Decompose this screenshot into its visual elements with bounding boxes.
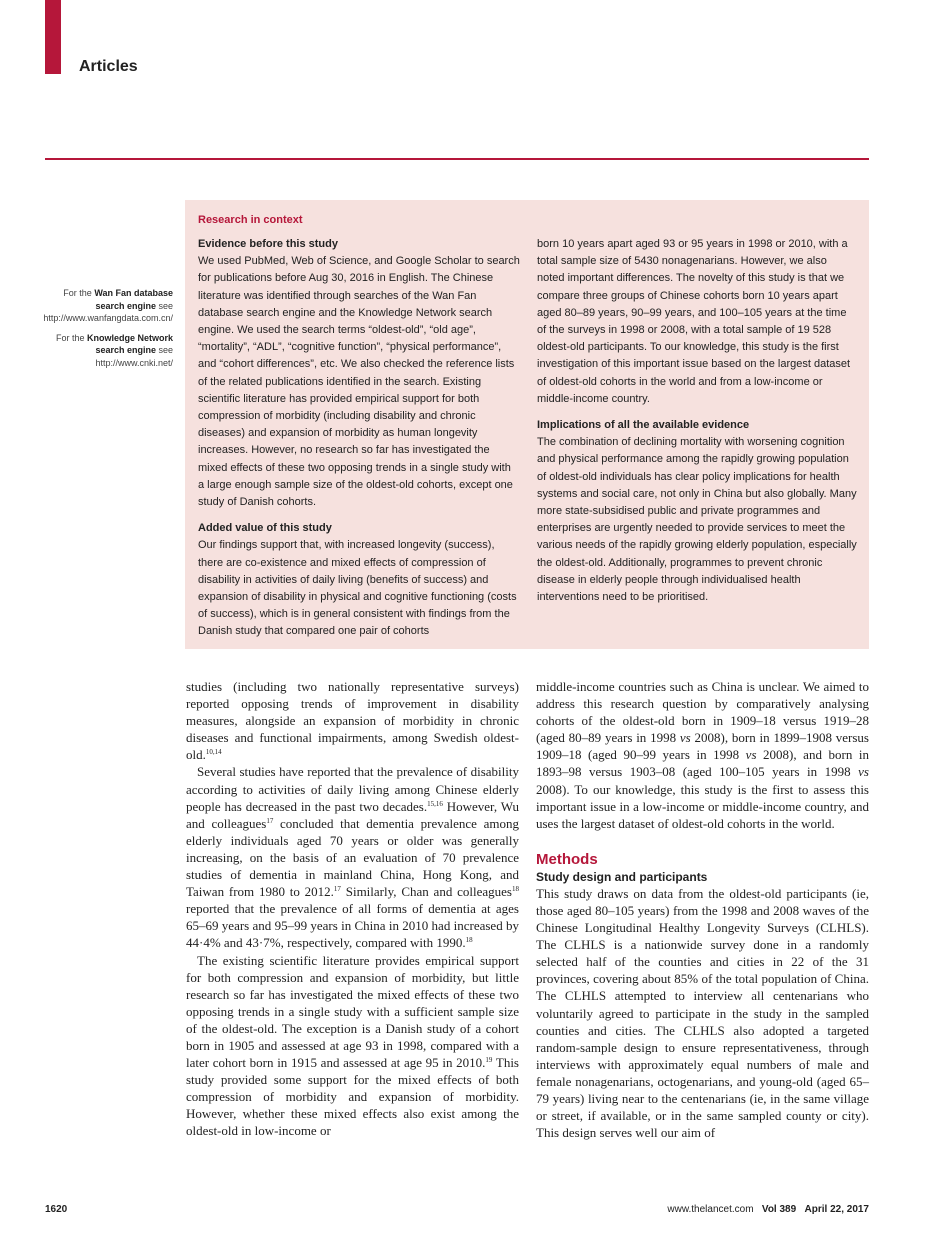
vs-italic: vs xyxy=(858,764,869,780)
panel-title: Research in context xyxy=(198,214,303,226)
text-run: The existing scientific literature provides empirical support for both compression and expansion of morbidity, but little research so far has investigated the mixed effects of these two opposing trends in a single study with a sufficient sample size of the oldest-old. The exception is a Danish study of a cohort born in 1905 and assessed at age 93 in 1998, compared with a later cohort born in 1915 and assessed at age 95 in 2010. xyxy=(186,952,519,1071)
body-paragraph: This study draws on data from the oldest-old participants (ie, those aged 80–105 years) from the 1998 and 2008 waves of the Chinese Longitudinal Healthy Longevity Surveys (CLHLS). The CLHLS is a nationwide survey done in a randomly selected half of the counties and cities in 22 of the 31 provinces, covering about 85% of the total population of China. The CLHLS attempted to interview all centenarians who voluntarily agreed to participate in the study in the sampled counties and cities. The CLHLS also adopted a targeted random-sample design to ensure representativeness, through interviews with approximately equal numbers of male and female nonagenarians, octogenarians, and young-old (aged 65–79 years) living near to the centenarians (ie, in the same village or street, if available, or in the same sampled county or city). This design serves well our aim of xyxy=(536,885,869,1141)
implications-text: The combination of declining mortality with worsening cognition and physical performance among the rapidly growing population of oldest-old individuals has clear policy implications for health systems and social care, not only in China but also globally. Many more state-subsidised public and private programmes and enterprises are urgently needed to provide services to meet the various needs of the rapidly growing elderly population, especially the oldest-old. Additionally, programmes to prevent chronic disease in elderly people through individualised health interventions need to be prioritised. xyxy=(537,436,857,604)
added-value-heading: Added value of this study xyxy=(198,522,332,535)
body-paragraph xyxy=(536,678,869,832)
sidenote-bold: Wan Fan database search engine xyxy=(94,288,173,311)
vs-italic: vs xyxy=(745,747,757,763)
evidence-heading: Evidence before this study xyxy=(198,238,338,250)
added-value-text: Our findings support that, with increased longevity (success), there are co-existence and mixed effects of compression of disability in activities of daily living (benefits of success) and expansion of disability in physical and cognitive functioning (costs of success), which is in general consistent with findings from the Danish study that compared one pair of cohorts xyxy=(198,539,517,638)
text-run: Similarly, Chan and colleagues xyxy=(340,884,512,900)
page-number: 1620 xyxy=(45,1204,68,1215)
methods-heading: Methods xyxy=(536,850,598,868)
text-run: 2008), and born in 1893–98 versus 1903–08 (aged 100–105 years in 1998 xyxy=(536,747,869,780)
citation[interactable]: 10,14 xyxy=(205,748,222,757)
panel-left-column xyxy=(198,236,520,650)
body-paragraph xyxy=(186,763,519,951)
implications-heading: Implications of all the available evidence xyxy=(537,419,750,432)
text-run: concluded that dementia prevalence among elderly individuals aged 70 years or older was generally increasing, on the basis of an evaluation of 70 prevalence studies of dementia in mainland China, Hong Kong, and Taiwan from 1980 to 2012. xyxy=(186,815,519,900)
citation[interactable]: 18 xyxy=(512,885,519,894)
citation[interactable]: 15,16 xyxy=(427,799,443,808)
sidenote-wanfan xyxy=(40,287,173,325)
citation[interactable]: 17 xyxy=(333,885,341,894)
volume: Vol 389 xyxy=(761,1204,797,1215)
citation[interactable]: 18 xyxy=(465,936,473,945)
section-label: Articles xyxy=(79,58,138,75)
sidenote-bold: Knowledge Network search engine xyxy=(86,332,173,355)
text-run: 2008). To our knowledge, this study is the first to assess this important issue in a low-income or middle-income country, and uses the largest dataset of oldest-old cohorts in the world. xyxy=(536,781,869,831)
text-run: This study provided some support for the mixed effects of both compression of morbidity and expansion of morbidity. However, whether these mixed effects also exist among the oldest-old in low-income or xyxy=(186,1055,519,1139)
citation[interactable]: 19 xyxy=(485,1056,493,1065)
text-run: middle-income countries such as China is unclear. We aimed to address this research question by comparatively analysing cohorts of the oldest-old born in 1909–18 versus 1919–28 (aged 80–89 years in 1998 xyxy=(536,679,869,746)
footer-citation xyxy=(667,1204,869,1215)
text-run: studies (including two nationally representative surveys) reported opposing trends of improvement in disability measures, alongside an expansion of morbidity in chronic diseases and functional impairments, among Swedish oldest-old. xyxy=(186,679,519,763)
body-left-column xyxy=(186,678,519,1140)
research-in-context-panel xyxy=(185,200,869,649)
text-run: Several studies have reported that the prevalence of disability according to activities of daily living among Chinese elderly people has decreased in the past two decades. xyxy=(186,764,519,814)
sidenote-prefix: For the xyxy=(55,332,87,343)
vs-italic: vs xyxy=(679,730,691,746)
body-paragraph xyxy=(186,952,519,1140)
issue-date: April 22, 2017 xyxy=(804,1204,869,1215)
evidence-text: We used PubMed, Web of Science, and Google Scholar to search for publications before Aug 30, 2016 in English. The Chinese literature was identified through searches of the Wan Fan database search engine and the Knowledge Network search engine. We used the search terms “oldest-old”, “old age”, “mortality”, “ADL”, “cognitive function”, “physical performance”, and “cohort differences”, etc. We also checked the reference lists of the related publications identified in the search. Existing scientific literature has provided empirical support for both compression of morbidity (including disability and chronic diseases) and expansion of morbidity as human longevity increases. However, no research so far has investigated the mixed effects of these two opposing trends in a single study with a large enough sample size of the oldest-old cohorts, except one study of Danish cohorts. xyxy=(198,255,520,509)
study-design-heading: Study design and participants xyxy=(536,869,708,884)
sidenote-link[interactable]: see http://www.wanfangdata.com.cn/ xyxy=(43,300,173,323)
header-rule xyxy=(45,158,869,160)
citation[interactable]: 17 xyxy=(266,816,274,825)
body-paragraph xyxy=(186,678,519,763)
text-run: reported that the prevalence of all forms of dementia at ages 65–69 years and 95–99 years in China in 2010 had increased by 44·4% and 43·7%, respectively, compared with 1990. xyxy=(186,901,519,951)
panel-right-column xyxy=(537,236,857,615)
accent-bar xyxy=(45,0,61,74)
body-right-column xyxy=(536,678,869,1141)
sidenote-link[interactable]: see http://www.cnki.net/ xyxy=(95,345,173,368)
sidenote-cnki xyxy=(40,332,173,370)
sidenote-prefix: For the xyxy=(63,288,95,298)
journal-url[interactable]: www.thelancet.com xyxy=(667,1204,754,1215)
text-run: 2008), born in 1899–1908 versus 1909–18 (aged 90–99 years in 1998 xyxy=(536,730,869,763)
added-value-text-cont: born 10 years apart aged 93 or 95 years in 1998 or 2010, with a total sample size of 5430 nonagenarians. However, we also noted important differences. The novelty of this study is that we compare three groups of Chinese cohorts born 10 years apart aged 80–89 years, 90–99 years, and 100–105 years at the time of the surveys in 1998 or 2008, with a total sample of 19 528 oldest-old participants. To our knowledge, this study is the first investigation of this important issue based on the largest dataset of oldest-old cohorts in the world and from a low-income or middle-income country. xyxy=(537,238,851,405)
text-run: However, Wu and colleagues xyxy=(186,798,520,831)
margin-notes xyxy=(40,287,173,376)
